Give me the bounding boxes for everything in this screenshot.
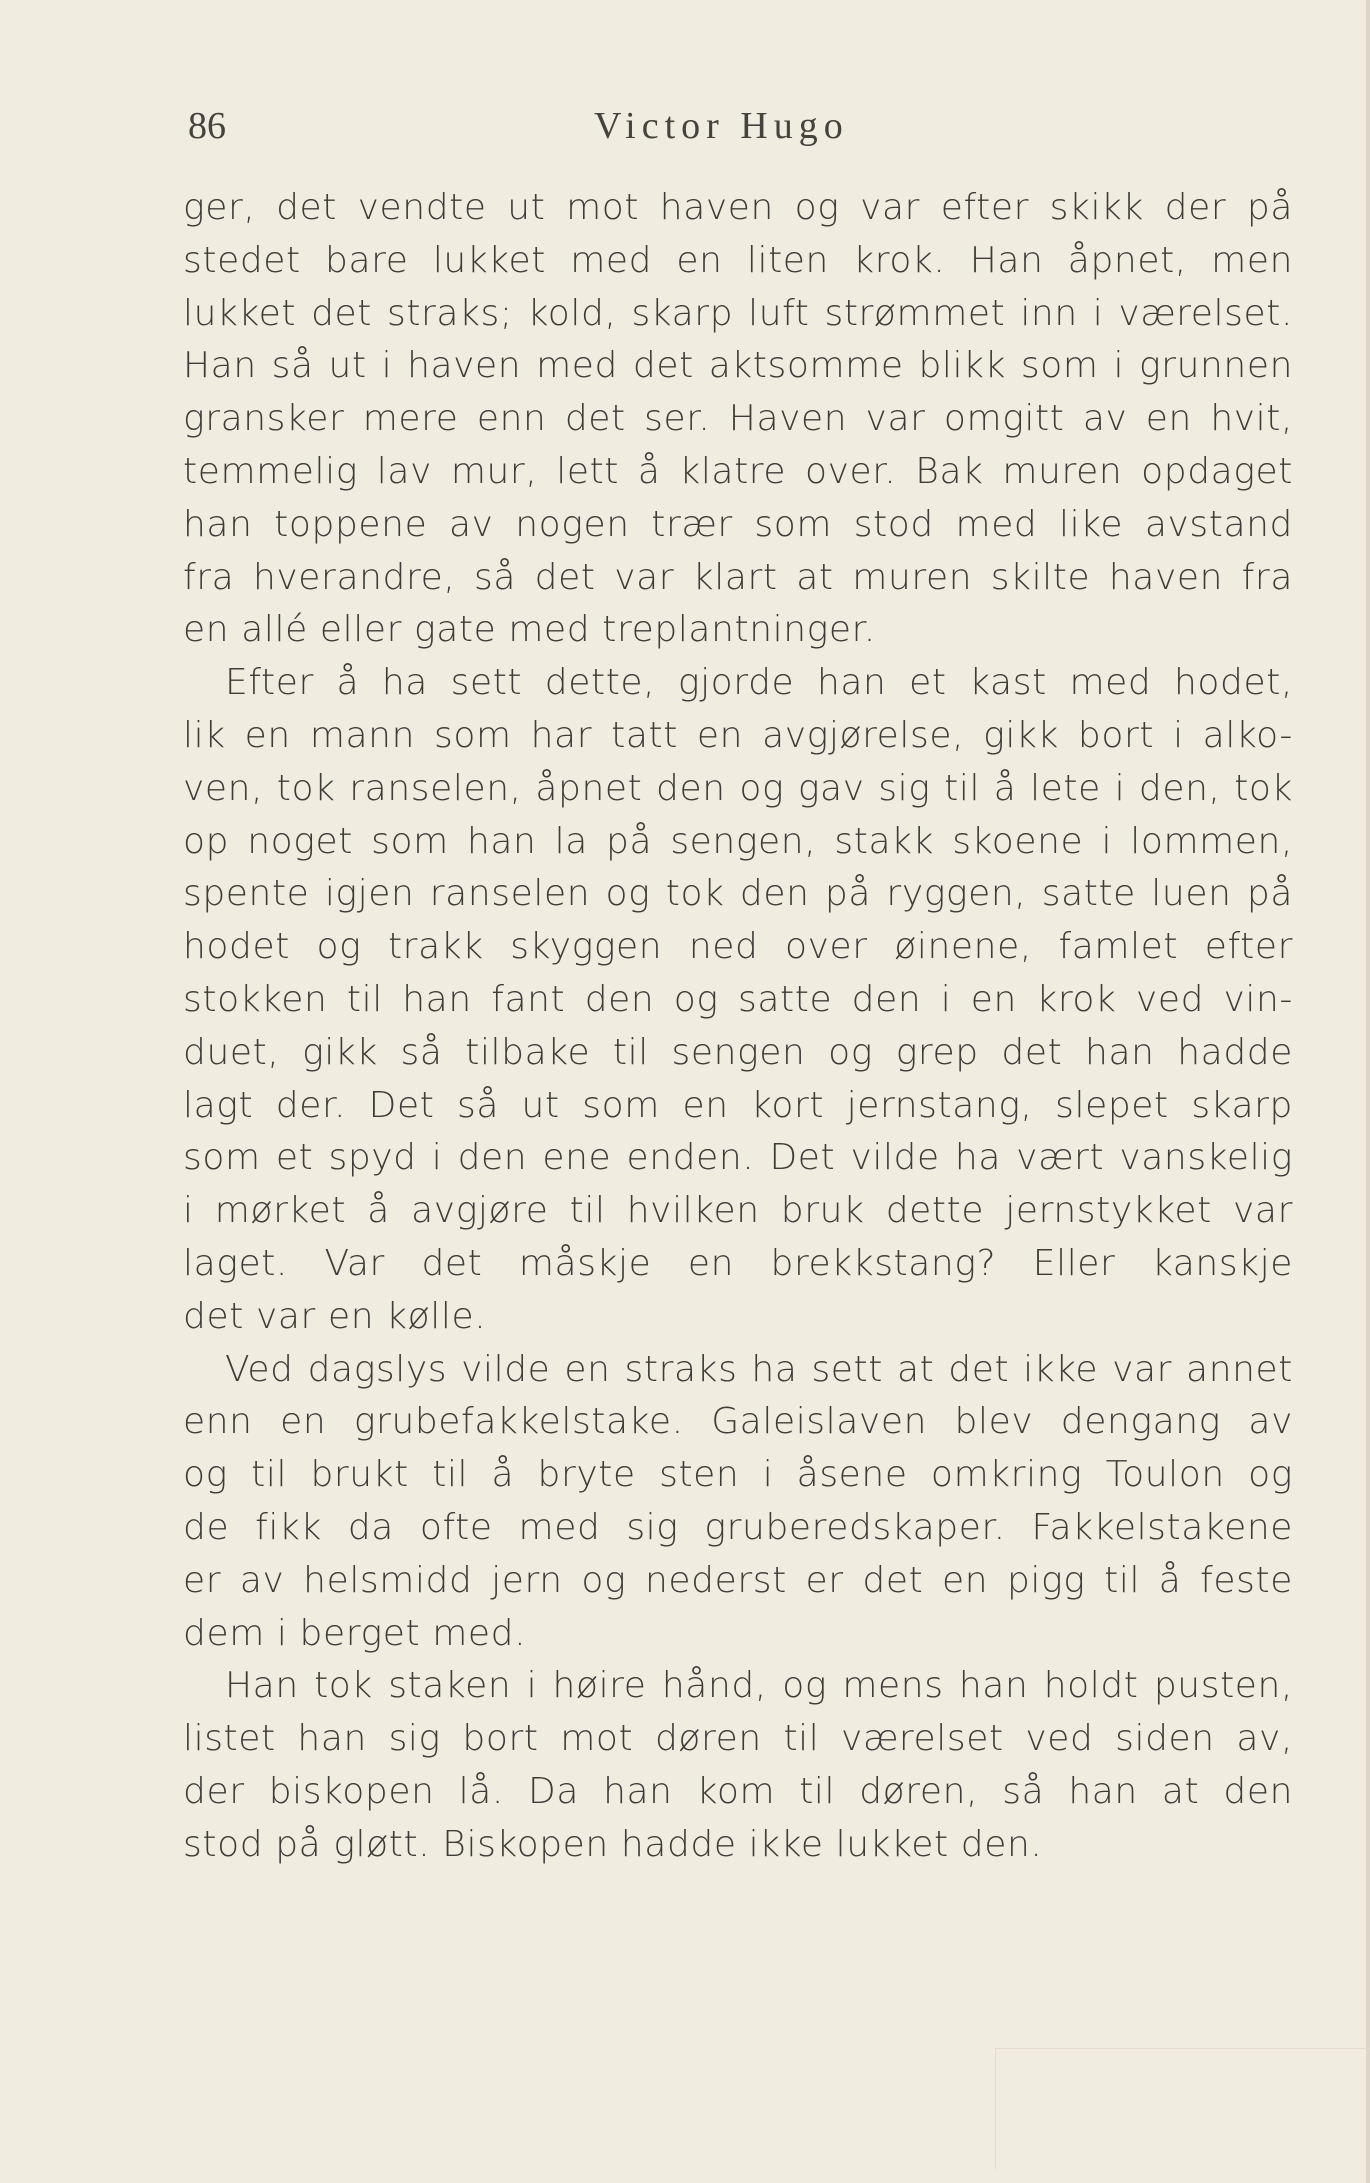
text-line: gransker mere enn det ser. Haven var omgitt av en hvit,	[183, 398, 1293, 440]
body-text	[183, 182, 1293, 1872]
text-line: stod på gløtt. Biskopen hadde ikke lukket den.	[183, 1823, 1043, 1865]
text-line: hodet og trakk skyggen ned over øinene, famlet efter	[183, 926, 1293, 968]
text-line: lagt der. Det så ut som en kort jernstang, slepet skarp	[183, 1084, 1293, 1126]
text-line: stokken til han fant den og satte den i en krok ved vin-	[183, 978, 1293, 1020]
text-line: ven, tok ranselen, åpnet den og gav sig til å lete i den, tok	[183, 767, 1293, 809]
text-line: ger, det vendte ut mot haven og var efter skikk der på	[183, 187, 1293, 228]
text-line: fra hverandre, så det var klart at muren skilte haven fra	[183, 556, 1293, 598]
text-line: temmelig lav mur, lett å klatre over. Bak muren opdaget	[183, 450, 1293, 492]
text-line: der biskopen lå. Da han kom til døren, så han at den	[183, 1770, 1293, 1812]
text-line: en allé eller gate med treplantninger.	[183, 609, 876, 651]
text-line: og til brukt til å bryte sten i åsene omkring Toulon og	[183, 1454, 1293, 1496]
text-line: spente igjen ranselen og tok den på ryggen, satte luen på	[183, 873, 1293, 915]
text-line: i mørket å avgjøre til hvilken bruk dette jernstykket var	[183, 1190, 1293, 1232]
text-line: lukket det straks; kold, skarp luft strømmet inn i værelset.	[183, 292, 1293, 334]
text-line: som et spyd i den ene enden. Det vilde ha vært vanskelig	[183, 1137, 1293, 1179]
text-line: dem i berget med.	[183, 1612, 527, 1654]
text-line: han toppene av nogen trær som stod med like avstand	[183, 503, 1293, 545]
text-line: Han tok staken i høire hånd, og mens han holdt pusten,	[225, 1665, 1293, 1707]
page-header	[188, 104, 1298, 154]
page-number: 86	[188, 105, 226, 147]
text-line: duet, gikk så tilbake til sengen og grep det han hadde	[183, 1031, 1293, 1073]
text-line: listet han sig bort mot døren til værelset ved siden av,	[183, 1718, 1293, 1760]
text-line: enn en grubefakkelstake. Galeislaven blev dengang av	[183, 1401, 1293, 1443]
text-line: Han så ut i haven med det aktsomme blikk som i grunnen	[183, 345, 1293, 387]
text-line: op noget som han la på sengen, stakk skoene i lommen,	[183, 820, 1293, 862]
text-line: Efter å ha sett dette, gjorde han et kast med hodet,	[225, 662, 1293, 704]
page-edge	[1366, 0, 1370, 2183]
text-line: stedet bare lukket med en liten krok. Han åpnet, men	[183, 239, 1293, 281]
text-line: Ved dagslys vilde en straks ha sett at det ikke var annet	[225, 1348, 1293, 1390]
text-line: lik en mann som har tatt en avgjørelse, gikk bort i alko-	[183, 714, 1293, 756]
text-line: de fikk da ofte med sig gruberedskaper. Fakkelstakene	[183, 1506, 1293, 1548]
text-line: laget. Var det måskje en brekkstang? Eller kanskje	[183, 1242, 1293, 1284]
scan-corner-mark	[995, 2048, 1370, 2169]
text-line: er av helsmidd jern og nederst er det en pigg til å feste	[183, 1559, 1293, 1601]
running-title: Victor Hugo	[594, 105, 849, 147]
text-line: det var en kølle.	[183, 1295, 487, 1337]
